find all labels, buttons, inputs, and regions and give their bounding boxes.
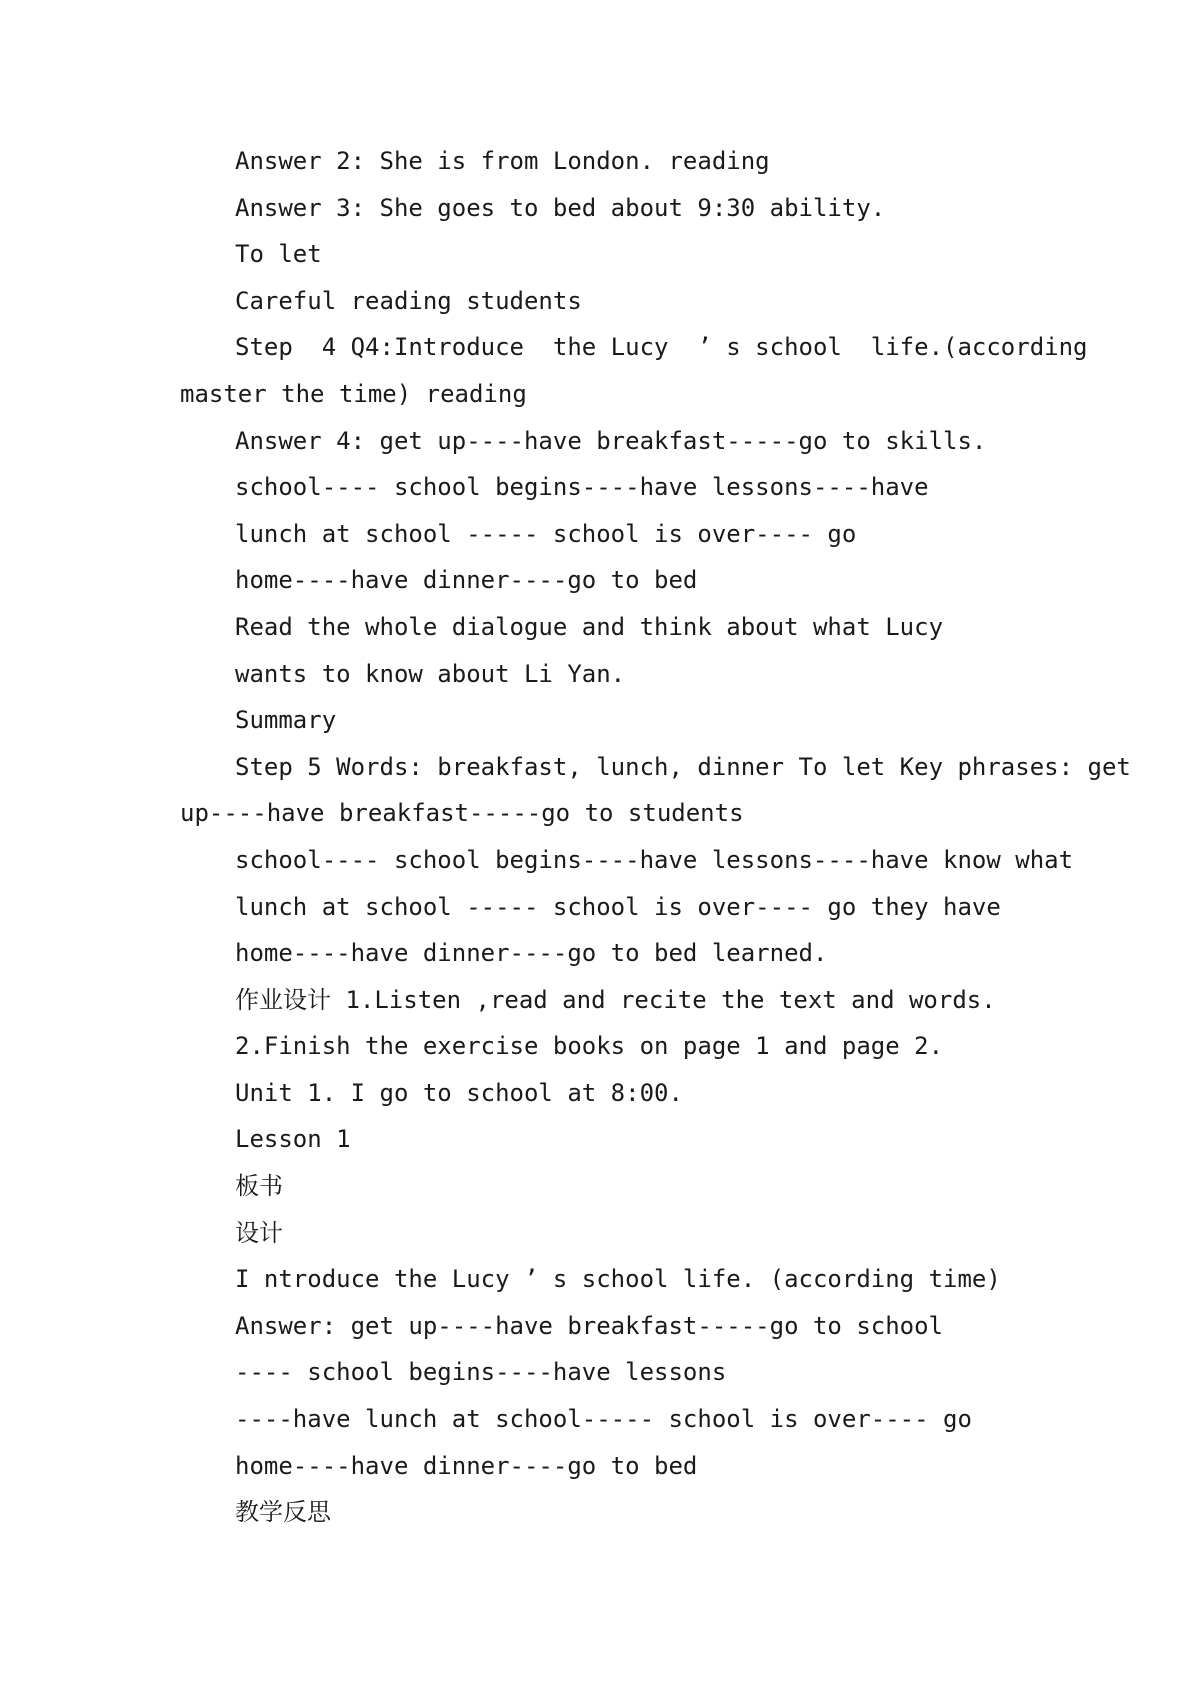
text-line: Answer 4: get up----have breakfast-----go to skills. — [235, 426, 987, 455]
text-line: Answer 2: She is from London. reading — [235, 147, 770, 175]
text-line: lunch at school ----- school is over---- go — [235, 519, 857, 548]
text-line: lunch at school ----- school is over---- go they have — [235, 892, 1001, 921]
text-line: school---- school begins----have lessons----have know what — [235, 845, 1074, 874]
text-line: Lesson 1 — [235, 1125, 351, 1154]
text-line: To let — [235, 240, 322, 269]
document-body — [180, 138, 1131, 1536]
text-line: home----have dinner----go to bed learned. — [235, 939, 828, 968]
text-line: school---- school begins----have lessons----have — [235, 473, 929, 502]
section-heading: Summary — [235, 706, 337, 735]
text-line: wants to know about Li Yan. — [235, 659, 626, 688]
text-line: Unit 1. I go to school at 8:00. — [235, 1078, 683, 1107]
section-heading: 设计 — [235, 1218, 283, 1247]
text-line: 2.Finish the exercise books on page 1 and page 2. — [235, 1032, 944, 1061]
text-line: up----have breakfast-----go to students — [180, 799, 744, 828]
text-line: Step 4 Q4:Introduce the Lucy ’ s school life.(according — [235, 333, 1088, 362]
text-line: I ntroduce the Lucy ’ s school life. (according time) — [235, 1265, 1001, 1294]
text-line: Careful reading students — [235, 286, 582, 315]
text-line: ----have lunch at school----- school is over---- go — [235, 1405, 972, 1434]
text-line: Answer: get up----have breakfast-----go to school — [235, 1311, 944, 1340]
text-line: Read the whole dialogue and think about what Lucy — [235, 612, 944, 641]
text-line: 作业设计 1.Listen ,read and recite the text and words. — [235, 985, 996, 1014]
text-line: master the time) reading — [180, 379, 527, 408]
text-line: ---- school begins----have lessons — [235, 1358, 727, 1387]
text-line: home----have dinner----go to bed — [235, 1451, 698, 1480]
text-line: Step 5 Words: breakfast, lunch, dinner To let Key phrases: get — [235, 752, 1131, 781]
text-line: Answer 3: She goes to bed about 9:30 ability. — [235, 193, 886, 222]
section-heading: 教学反思 — [235, 1498, 331, 1527]
section-heading: 板书 — [235, 1172, 283, 1201]
text-line: home----have dinner----go to bed — [235, 566, 698, 595]
